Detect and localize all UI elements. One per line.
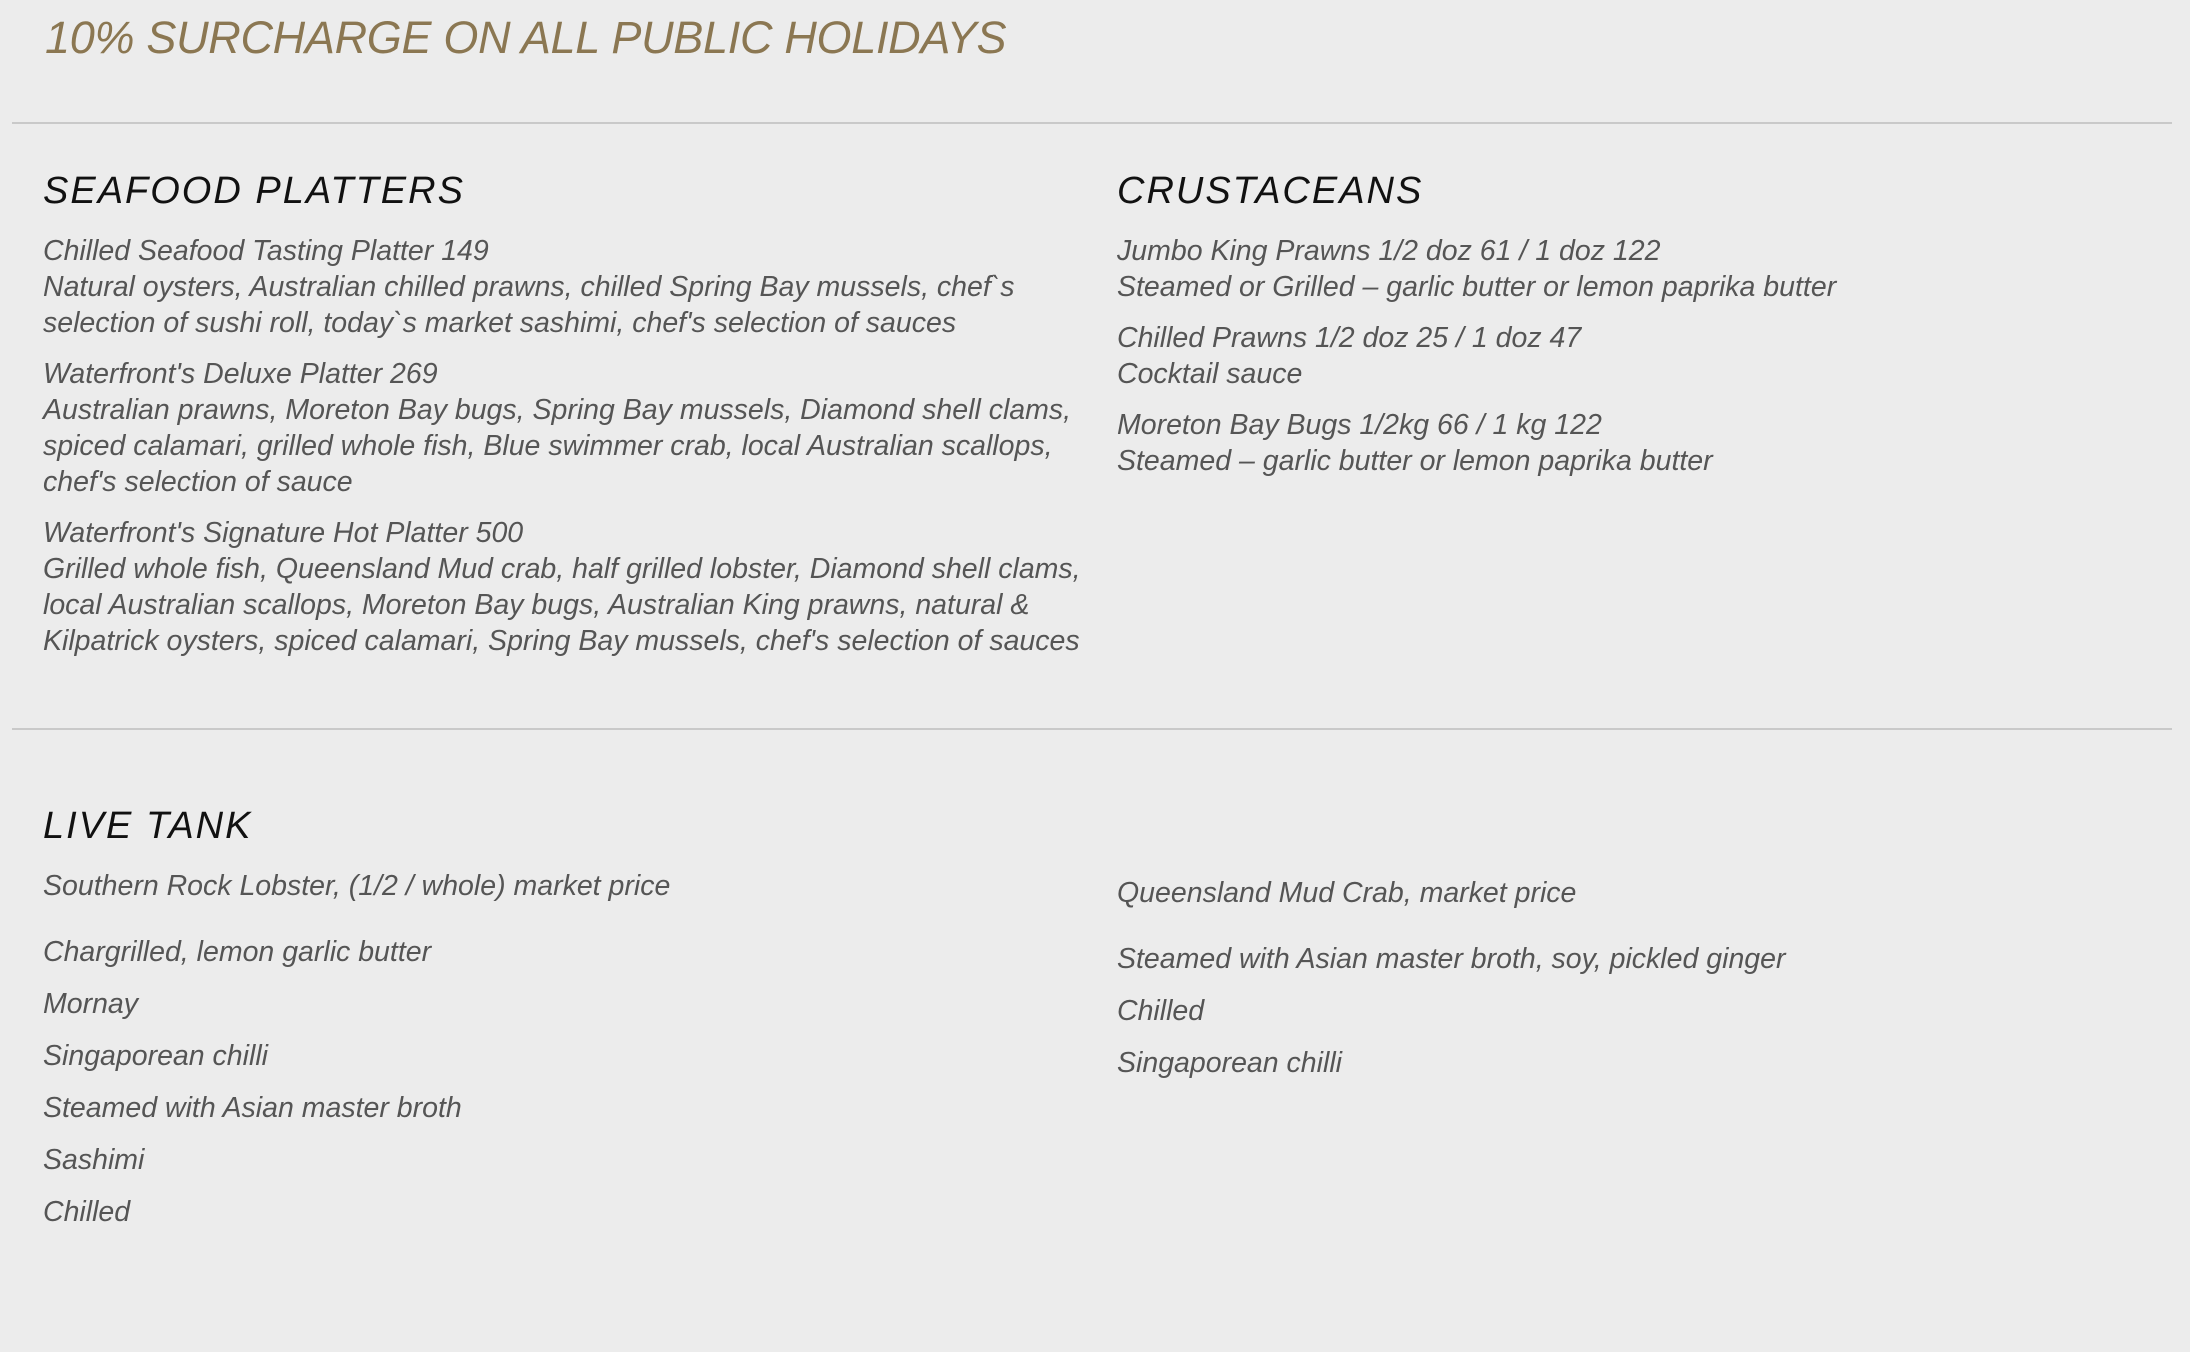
menu-item [43, 233, 1083, 341]
menu-item [1117, 320, 2157, 392]
menu-item-name: Chilled Seafood Tasting Platter 149 [43, 235, 489, 267]
section-title-seafood-platters: SEAFOOD PLATTERS [43, 170, 465, 212]
menu-item-description: Grilled whole fish, Queensland Mud crab, half grilled lobster, Diamond shell clams, [43, 553, 1081, 585]
menu-item-name: Waterfront's Signature Hot Platter 500 [43, 517, 524, 549]
menu-item-description: local Australian scallops, Moreton Bay bugs, Australian King prawns, natural & [43, 589, 1030, 621]
live-tank-item-lobster: Southern Rock Lobster, (1/2 / whole) market price [43, 870, 671, 902]
crustaceans-section [1117, 170, 2157, 479]
list-item: Chilled [1117, 995, 1205, 1027]
menu-item-description: Cocktail sauce [1117, 358, 1303, 390]
list-item: Chilled [43, 1196, 131, 1228]
live-tank-section [43, 805, 1083, 1230]
menu-item [43, 515, 1083, 659]
list-item: Steamed with Asian master broth [43, 1092, 462, 1124]
menu-item-name: Chilled Prawns 1/2 doz 25 / 1 doz 47 [1117, 322, 1582, 354]
section-divider [12, 728, 2172, 730]
list-item: Singaporean chilli [1117, 1047, 1342, 1079]
menu-item-description: selection of sushi roll, today`s market sashimi, chef's selection of sauces [43, 307, 957, 339]
menu-item-description: chef's selection of sauce [43, 466, 353, 498]
menu-item-description: Kilpatrick oysters, spiced calamari, Spring Bay mussels, chef's selection of sauces [43, 625, 1080, 657]
live-tank-crab-column [1117, 875, 2157, 1081]
list-item: Steamed with Asian master broth, soy, pickled ginger [1117, 943, 1786, 975]
list-item: Chargrilled, lemon garlic butter [43, 936, 432, 968]
surcharge-notice: 10% SURCHARGE ON ALL PUBLIC HOLIDAYS [45, 12, 1007, 63]
menu-item-description: Steamed – garlic butter or lemon paprika butter [1117, 445, 1713, 477]
menu-item-name: Jumbo King Prawns 1/2 doz 61 / 1 doz 122 [1117, 235, 1661, 267]
section-title-live-tank: LIVE TANK [43, 805, 253, 847]
list-item: Sashimi [43, 1144, 145, 1176]
menu-item-description: Australian prawns, Moreton Bay bugs, Spring Bay mussels, Diamond shell clams, [43, 394, 1072, 426]
section-title-crustaceans: CRUSTACEANS [1117, 170, 1424, 212]
list-item: Singaporean chilli [43, 1040, 268, 1072]
menu-item-description: spiced calamari, grilled whole fish, Blue swimmer crab, local Australian scallops, [43, 430, 1053, 462]
seafood-platters-section [43, 170, 1083, 659]
menu-item [43, 356, 1083, 500]
menu-item-description: Steamed or Grilled – garlic butter or lemon paprika butter [1117, 271, 1837, 303]
live-tank-item-mud-crab: Queensland Mud Crab, market price [1117, 877, 1577, 909]
lobster-options-list [43, 934, 1083, 1230]
menu-item-description: Natural oysters, Australian chilled prawns, chilled Spring Bay mussels, chef`s [43, 271, 1015, 303]
menu-item [1117, 233, 2157, 305]
mud-crab-options-list [1117, 941, 2157, 1081]
menu-item [1117, 407, 2157, 479]
menu-item-name: Moreton Bay Bugs 1/2kg 66 / 1 kg 122 [1117, 409, 1602, 441]
section-divider [12, 122, 2172, 124]
menu-item-name: Waterfront's Deluxe Platter 269 [43, 358, 438, 390]
list-item: Mornay [43, 988, 139, 1020]
